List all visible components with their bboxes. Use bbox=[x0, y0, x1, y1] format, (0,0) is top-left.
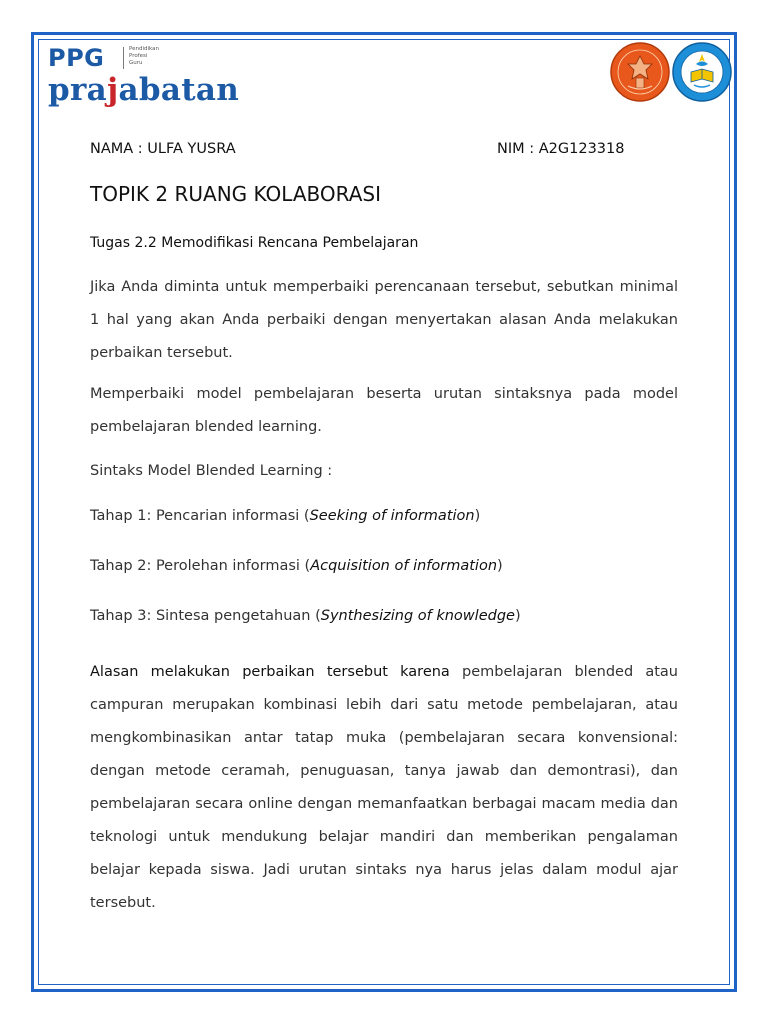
stage-prefix: Tahap 3: Sintesa pengetahuan ( bbox=[90, 608, 321, 624]
topic-title: TOPIK 2 RUANG KOLABORASI bbox=[90, 182, 382, 206]
task-title: Tugas 2.2 Memodifikasi Rencana Pembelajaran bbox=[90, 235, 419, 251]
student-nim: NIM : A2G123318 bbox=[497, 141, 625, 157]
reason-paragraph bbox=[90, 656, 678, 920]
ppg-prajabatan-logo bbox=[48, 44, 258, 114]
logo-ppg-text: PPG bbox=[48, 44, 105, 72]
answer-intro-paragraph: Memperbaiki model pembelajaran beserta urutan sintaksnya pada model pembelajaran blended learning. bbox=[90, 386, 678, 435]
reason-lead: Alasan melakukan perbaikan tersebut karena bbox=[90, 664, 450, 680]
logo-subtitle-line: Profesi bbox=[129, 53, 148, 59]
syntax-heading: Sintaks Model Blended Learning : bbox=[90, 463, 333, 479]
university-emblem-icon bbox=[610, 42, 670, 102]
logo-separator bbox=[123, 47, 124, 69]
logo-subtitle bbox=[129, 46, 199, 67]
stage-english-term: Synthesizing of knowledge bbox=[320, 608, 515, 624]
student-name: NAMA : ULFA YUSRA bbox=[90, 141, 236, 157]
stage-suffix: ) bbox=[497, 558, 503, 574]
logo-main-accent: j bbox=[107, 72, 119, 108]
reason-body: pembelajaran blended atau campuran merupakan kombinasi lebih dari satu metode pembelajaran, atau mengkombinasikan antar tatap muka (pembelajaran secara konvensional: dengan metode ceramah, penuguasan, tanya jawab dan demontrasi), dan pembelajaran secara online dengan memanfaatkan berbagai macam media dan teknologi untuk mendukung belajar mandiri dan memberikan pengalaman belajar kepada siswa. Jadi urutan sintaks nya harus jelas dalam modul ajar tersebut. bbox=[90, 664, 679, 911]
stage-english-term: Seeking of information bbox=[309, 508, 475, 524]
stage-english-term: Acquisition of information bbox=[310, 558, 498, 574]
logo-main-part: pra bbox=[48, 72, 107, 108]
logo-subtitle-line: Guru bbox=[129, 60, 143, 66]
student-identity-line bbox=[90, 141, 678, 157]
stage-item bbox=[90, 608, 678, 624]
stage-item bbox=[90, 558, 678, 574]
logo-main-part: abatan bbox=[118, 72, 240, 108]
logo-prajabatan-text bbox=[48, 72, 239, 108]
stage-item bbox=[90, 508, 678, 524]
logo-subtitle-line: Pendidikan bbox=[129, 46, 159, 52]
question-paragraph: Jika Anda diminta untuk memperbaiki perencanaan tersebut, sebutkan minimal 1 hal yang akan Anda perbaiki dengan menyertakan alasan Anda melakukan perbaikan tersebut. bbox=[90, 279, 678, 361]
stage-prefix: Tahap 1: Pencarian informasi ( bbox=[90, 508, 310, 524]
stage-suffix: ) bbox=[474, 508, 481, 524]
stage-suffix: ) bbox=[514, 608, 521, 624]
tut-wuri-handayani-emblem-icon bbox=[672, 42, 732, 102]
stage-prefix: Tahap 2: Perolehan informasi ( bbox=[90, 558, 311, 574]
